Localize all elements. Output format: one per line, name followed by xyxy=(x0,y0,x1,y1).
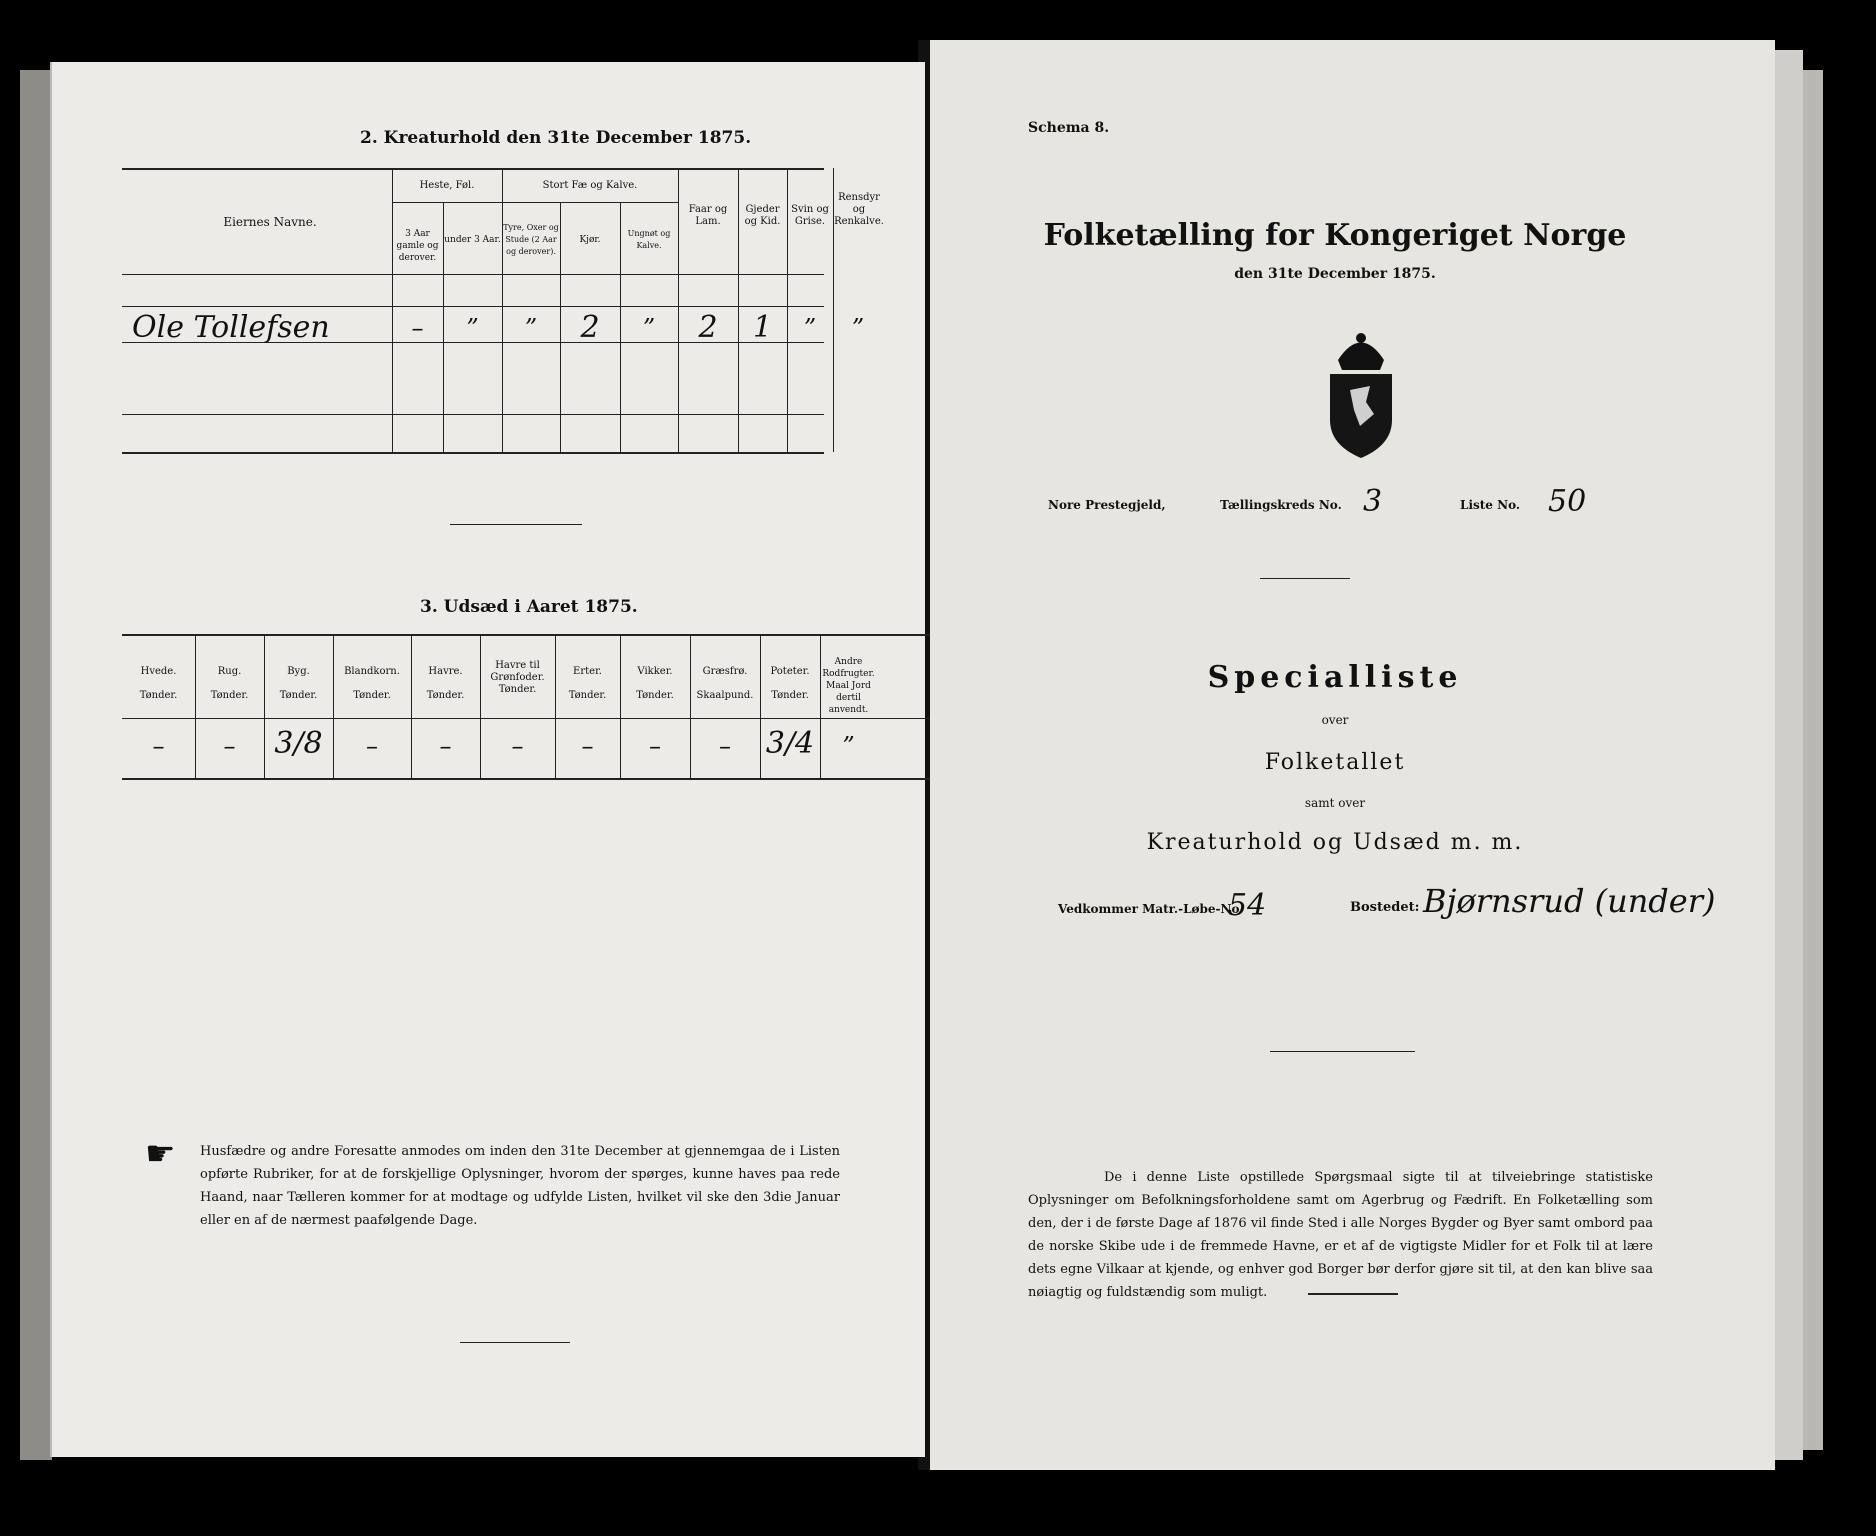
samt-over-text: samt over xyxy=(1304,796,1366,810)
pointing-hand-icon: ☛ xyxy=(145,1134,176,1174)
kreds-label: Tællingskreds No. xyxy=(1220,498,1342,512)
over-text: over xyxy=(1321,713,1349,727)
footer-text: De i denne Liste opstillede Spørgsmaal sigte til at tilveiebringe statistiske Oplysninger om Befolkningsforholdene samt om Agerbrug og Fædrift. En Folketælling som den, der i de første Dage af 1876 vil finde Sted i alle Norges Bygder og Byer samt ombord paa de norske Skibe ude i de fremmede Havne, er et af de vigtigste Midler for et Folk til at lære dets egne Vilkaar at kjende, og enhver god Borger bør derfor gjøre sit til, at den kan blive saa nøiagtig og fuldstændig som muligt. xyxy=(1028,1170,1653,1300)
val-havre-gronfoder: – xyxy=(511,732,524,760)
col-graesfro: Græsfrø. Skaalpund. xyxy=(696,666,754,701)
prestegjeld-label: Nore Prestegjeld, xyxy=(1048,498,1166,512)
liste-label: Liste No. xyxy=(1460,498,1521,512)
cell-heste-3aar: – xyxy=(411,314,424,342)
matr-label: Vedkommer Matr.-Løbe-No. xyxy=(1058,902,1244,916)
group-heste: Heste, Føl. xyxy=(419,180,475,191)
group-svin: Svin og Grise. xyxy=(791,204,829,227)
subcol-tyre: Tyre, Oxer og Stude (2 Aar og derover). xyxy=(503,223,559,256)
group-rensdyr: Rensdyr og Renkalve. xyxy=(834,192,884,227)
subcol-ungnot: Ungnøt og Kalve. xyxy=(627,229,671,250)
val-havre: – xyxy=(439,732,452,760)
col-blandkorn: Blandkorn. Tønder. xyxy=(344,666,400,701)
right-page xyxy=(930,40,1775,1470)
cell-kjor: 2 xyxy=(580,310,600,345)
kreds-number: 3 xyxy=(1363,484,1383,519)
section2-title: 2. Kreaturhold den 31te December 1875. xyxy=(360,128,752,148)
cell-heste-under3: ” xyxy=(466,314,479,342)
col-poteter: Poteter. Tønder. xyxy=(770,666,810,701)
subcol-3aar: 3 Aar gamle og derover. xyxy=(396,229,439,263)
group-gjeder: Gjeder og Kid. xyxy=(744,204,781,227)
owner-header: Eiernes Navne. xyxy=(223,215,317,229)
cell-svin: ” xyxy=(803,314,817,342)
cell-faar: 2 xyxy=(698,310,718,345)
specialliste-heading: Specialliste xyxy=(1207,660,1463,695)
cell-tyre: ” xyxy=(524,314,538,342)
census-title: Folketælling for Kongeriget Norge xyxy=(1043,218,1627,253)
section3-title: 3. Udsæd i Aaret 1875. xyxy=(420,597,638,617)
col-byg: Byg. Tønder. xyxy=(279,666,318,701)
group-stort-fae: Stort Fæ og Kalve. xyxy=(542,180,638,191)
col-rug: Rug. Tønder. xyxy=(210,666,249,701)
col-hvede: Hvede. Tønder. xyxy=(139,666,178,701)
val-vikker: – xyxy=(649,732,661,760)
census-date: den 31te December 1875. xyxy=(1234,266,1436,282)
val-blandkorn: – xyxy=(366,732,378,760)
val-andre-rodfrugter: ” xyxy=(842,732,855,760)
folketallet-heading: Folketallet xyxy=(1264,750,1406,775)
val-byg: 3/8 xyxy=(274,726,323,761)
val-hvede: – xyxy=(152,732,165,760)
left-page xyxy=(50,62,925,1457)
bosted-label: Bostedet: xyxy=(1350,900,1420,915)
subcol-kjor: Kjør. xyxy=(579,235,601,245)
schema-label: Schema 8. xyxy=(1028,120,1110,136)
cell-gjeder: 1 xyxy=(752,310,773,345)
col-erter: Erter. Tønder. xyxy=(568,666,607,701)
cell-rensdyr: ” xyxy=(851,314,865,342)
owner-name: Ole Tollefsen xyxy=(132,310,330,345)
liste-number: 50 xyxy=(1548,484,1587,519)
col-andre-rodfrugter: Andre Rodfrugter. Maal Jord dertil anvendt. xyxy=(822,657,875,715)
coat-of-arms-icon xyxy=(1320,330,1402,460)
val-rug: – xyxy=(223,732,236,760)
col-vikker: Vikker. Tønder. xyxy=(636,666,674,701)
kreaturhold-heading: Kreaturhold og Udsæd m. m. xyxy=(1146,830,1524,855)
col-havre: Havre. Tønder. xyxy=(426,666,465,701)
val-poteter: 3/4 xyxy=(765,726,815,761)
col-havre-gronfoder: Havre til Grønfoder. Tønder. xyxy=(490,660,545,695)
val-graesfro: – xyxy=(719,732,731,760)
subcol-under3: under 3 Aar. xyxy=(444,235,501,245)
bosted-value: Bjørnsrud (under) xyxy=(1423,882,1716,920)
notice-text: Husfædre og andre Foresatte anmodes om inden den 31te December at gjennemgaa de i Listen opførte Rubriker, for at de forskjellige Oplysninger, hvorom der spørges, kunne haves paa rede Haand, naar Tælleren kommer for at modtage og udfylde Listen, hvilket vil ske den 3die Januar eller en af de nærmest paafølgende Dage. xyxy=(200,1144,840,1228)
val-erter: – xyxy=(581,732,594,760)
matr-number: 54 xyxy=(1228,888,1267,923)
cell-ungnot: ” xyxy=(642,314,656,342)
group-faar: Faar og Lam. xyxy=(688,204,728,227)
